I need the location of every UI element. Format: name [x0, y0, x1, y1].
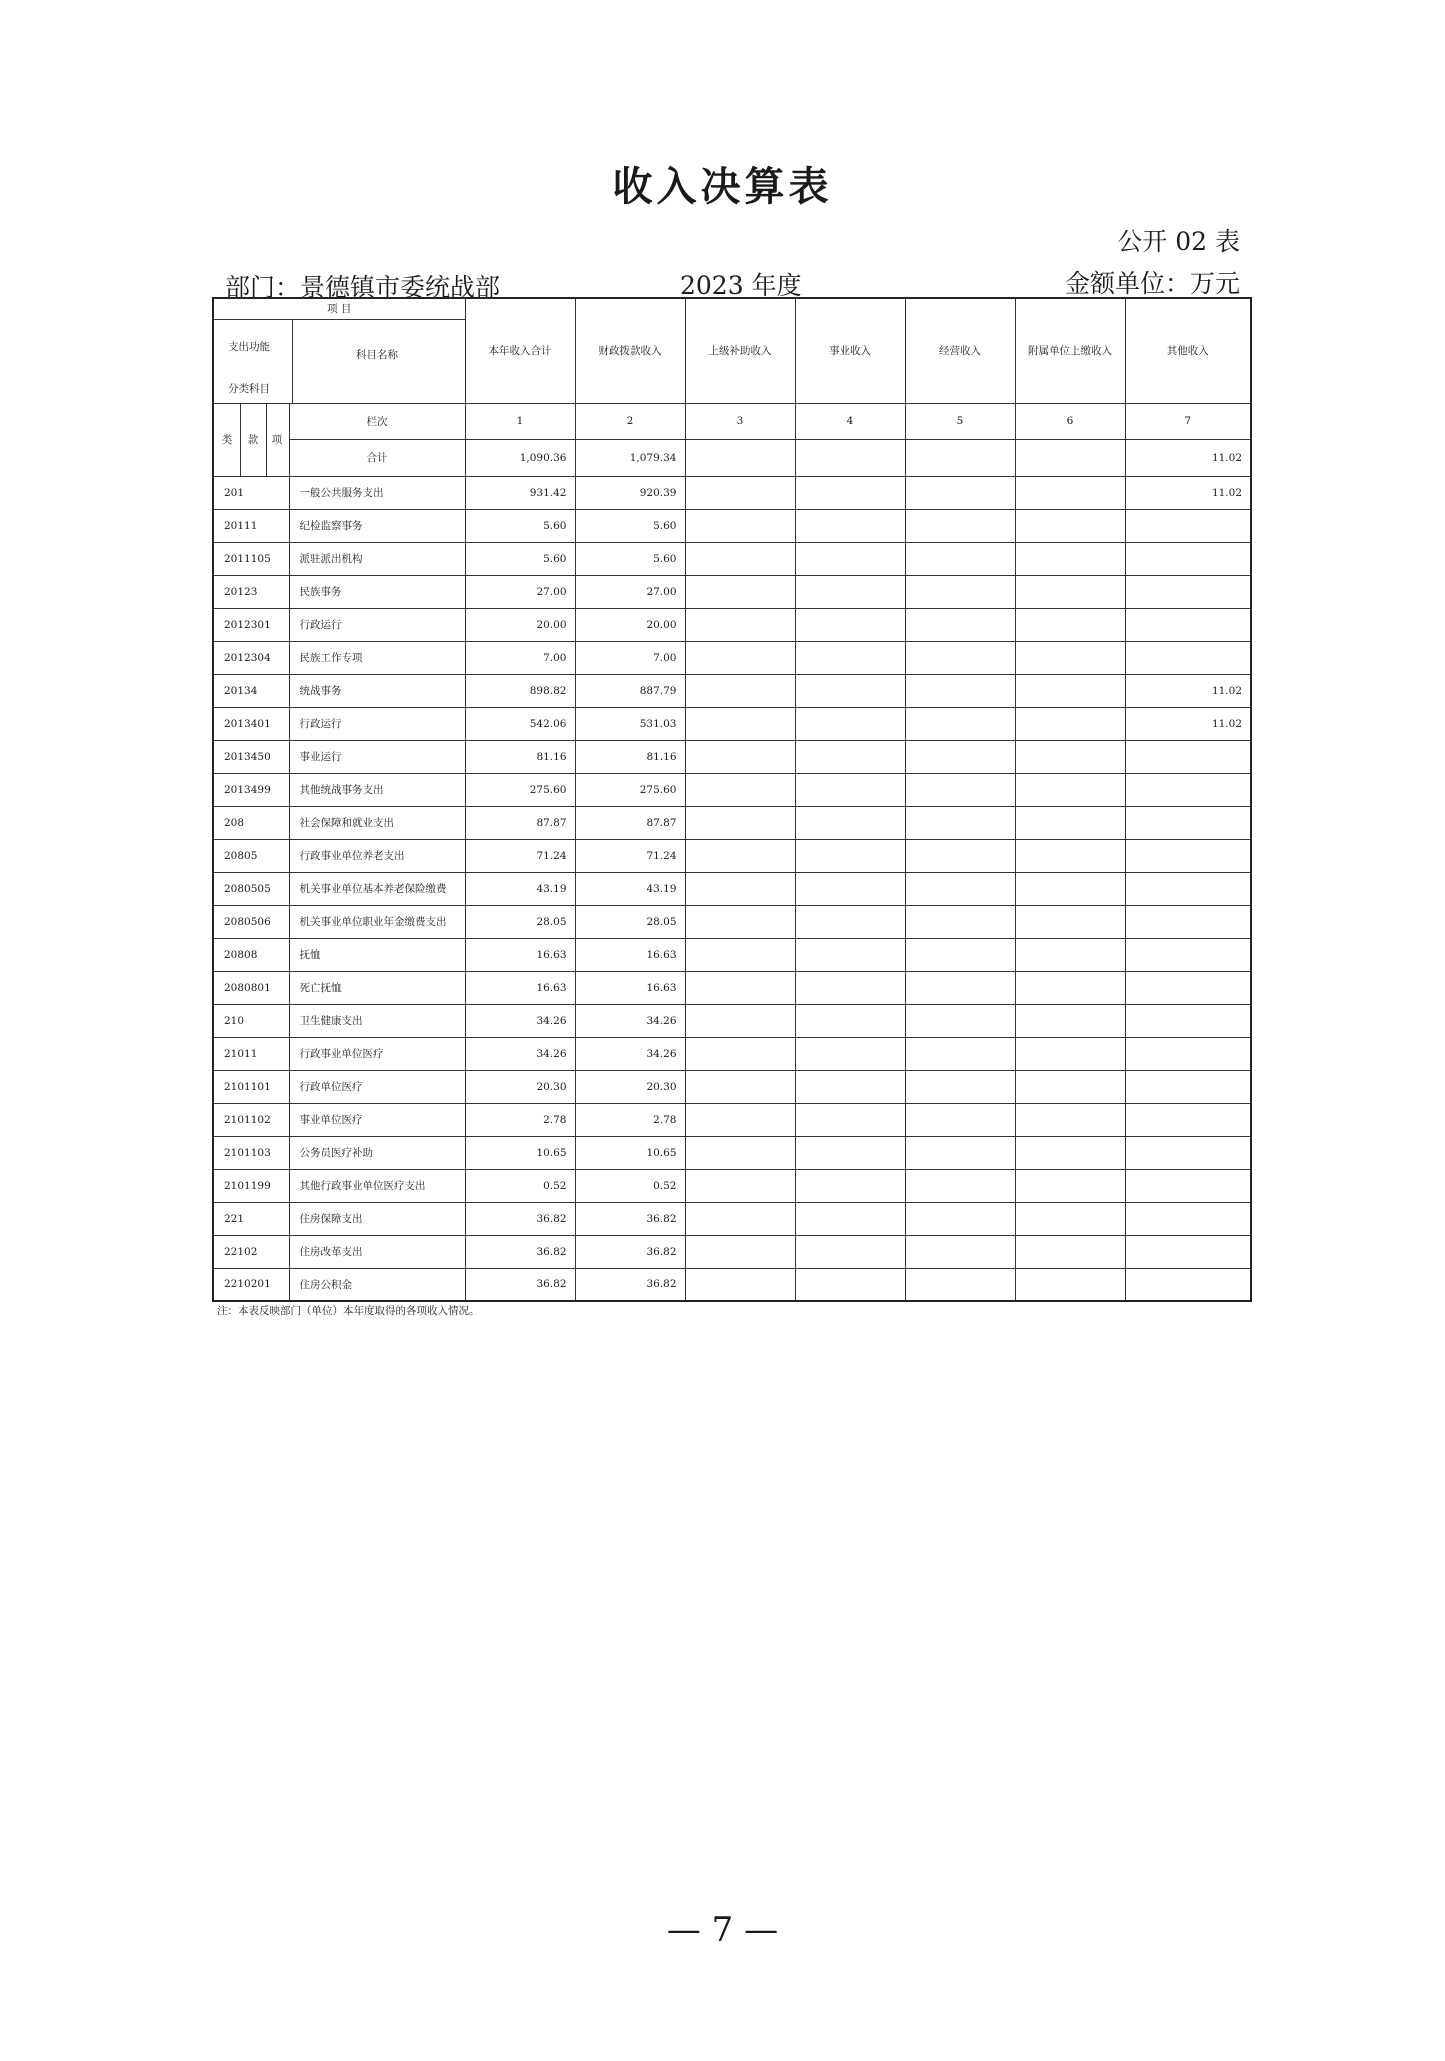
row-operating-income [905, 971, 1015, 1004]
row-business-income [795, 1235, 905, 1268]
row-operating-income [905, 1070, 1015, 1103]
row-fiscal-income: 0.52 [575, 1169, 685, 1202]
row-affiliated-income [1015, 1004, 1125, 1037]
row-code: 2101102 [213, 1103, 289, 1136]
table-row [213, 1169, 1251, 1202]
row-other-income [1125, 1037, 1251, 1070]
row-superior-subsidy [685, 839, 795, 872]
row-fiscal-income: 2.78 [575, 1103, 685, 1136]
row-code: 22102 [213, 1235, 289, 1268]
row-subject-name: 统战事务 [289, 674, 465, 707]
row-subject-name: 其他行政事业单位医疗支出 [289, 1169, 465, 1202]
row-subject-name: 卫生健康支出 [289, 1004, 465, 1037]
unit-label: 金额单位：万元 [1064, 269, 1240, 298]
table-row [213, 608, 1251, 641]
row-code: 2101199 [213, 1169, 289, 1202]
row-operating-income [905, 1103, 1015, 1136]
row-total-income: 2.78 [465, 1103, 575, 1136]
row-superior-subsidy [685, 575, 795, 608]
row-operating-income [905, 938, 1015, 971]
row-operating-income [905, 872, 1015, 905]
row-other-income [1125, 1235, 1251, 1268]
row-affiliated-income [1015, 806, 1125, 839]
row-subject-name: 一般公共服务支出 [289, 476, 465, 509]
row-affiliated-income [1015, 542, 1125, 575]
row-superior-subsidy [685, 971, 795, 1004]
row-business-income [795, 641, 905, 674]
row-superior-subsidy [685, 641, 795, 674]
total-label: 合计 [289, 439, 465, 476]
row-fiscal-income: 43.19 [575, 872, 685, 905]
col-number-5: 5 [905, 403, 1015, 439]
row-total-income: 34.26 [465, 1037, 575, 1070]
row-business-income [795, 773, 905, 806]
row-superior-subsidy [685, 1169, 795, 1202]
year-label: 2023 年度 [680, 271, 802, 300]
row-business-income [795, 1103, 905, 1136]
row-other-income [1125, 971, 1251, 1004]
row-superior-subsidy [685, 542, 795, 575]
table-row [213, 1037, 1251, 1070]
func-class-header: 支出功能 [228, 341, 270, 353]
row-code: 210 [213, 1004, 289, 1037]
row-fiscal-income: 16.63 [575, 938, 685, 971]
row-subject-name: 纪检监察事务 [289, 509, 465, 542]
row-superior-subsidy [685, 476, 795, 509]
row-code: 2101103 [213, 1136, 289, 1169]
row-fiscal-income: 920.39 [575, 476, 685, 509]
total-c7: 11.02 [1125, 439, 1251, 476]
row-code: 20134 [213, 674, 289, 707]
row-subject-name: 机关事业单位基本养老保险缴费 [289, 872, 465, 905]
row-affiliated-income [1015, 1037, 1125, 1070]
row-superior-subsidy [685, 1235, 795, 1268]
row-other-income [1125, 1202, 1251, 1235]
row-code: 20123 [213, 575, 289, 608]
row-other-income [1125, 542, 1251, 575]
row-fiscal-income: 36.82 [575, 1268, 685, 1301]
row-business-income [795, 905, 905, 938]
table-row [213, 740, 1251, 773]
row-affiliated-income [1015, 971, 1125, 1004]
kuan-label: 款 [247, 434, 259, 446]
row-business-income [795, 1070, 905, 1103]
row-business-income [795, 509, 905, 542]
row-affiliated-income [1015, 1103, 1125, 1136]
row-code: 2011105 [213, 542, 289, 575]
row-operating-income [905, 476, 1015, 509]
row-operating-income [905, 1037, 1015, 1070]
row-total-income: 10.65 [465, 1136, 575, 1169]
row-total-income: 27.00 [465, 575, 575, 608]
row-superior-subsidy [685, 1037, 795, 1070]
lei-label: 类 [221, 434, 233, 446]
row-other-income [1125, 872, 1251, 905]
row-total-income: 81.16 [465, 740, 575, 773]
table-row [213, 971, 1251, 1004]
row-superior-subsidy [685, 1136, 795, 1169]
row-superior-subsidy [685, 707, 795, 740]
row-subject-name: 行政事业单位养老支出 [289, 839, 465, 872]
row-affiliated-income [1015, 641, 1125, 674]
row-other-income [1125, 773, 1251, 806]
row-total-income: 34.26 [465, 1004, 575, 1037]
department-label: 部门：景德镇市委统战部 [225, 273, 501, 302]
row-subject-name: 事业运行 [289, 740, 465, 773]
table-row [213, 476, 1251, 509]
table-row [213, 773, 1251, 806]
row-affiliated-income [1015, 575, 1125, 608]
total-c1: 1,090.36 [465, 439, 575, 476]
row-business-income [795, 575, 905, 608]
col-header-1: 本年收入合计 [465, 298, 575, 403]
col-header-3: 上级补助收入 [685, 298, 795, 403]
row-fiscal-income: 10.65 [575, 1136, 685, 1169]
table-row [213, 707, 1251, 740]
row-affiliated-income [1015, 1169, 1125, 1202]
row-code: 21011 [213, 1037, 289, 1070]
row-other-income: 11.02 [1125, 476, 1251, 509]
row-total-income: 71.24 [465, 839, 575, 872]
row-fiscal-income: 34.26 [575, 1004, 685, 1037]
row-subject-name: 公务员医疗补助 [289, 1136, 465, 1169]
col-number-2: 2 [575, 403, 685, 439]
row-fiscal-income: 81.16 [575, 740, 685, 773]
row-total-income: 87.87 [465, 806, 575, 839]
row-total-income: 5.60 [465, 542, 575, 575]
page-title: 收入决算表 [612, 164, 833, 210]
row-affiliated-income [1015, 509, 1125, 542]
total-c3 [685, 439, 795, 476]
col-number-4: 4 [795, 403, 905, 439]
row-code: 2012301 [213, 608, 289, 641]
row-total-income: 36.82 [465, 1235, 575, 1268]
row-other-income [1125, 905, 1251, 938]
lei-kuan-xiang-header [213, 403, 289, 476]
row-operating-income [905, 1202, 1015, 1235]
row-affiliated-income [1015, 839, 1125, 872]
row-operating-income [905, 707, 1015, 740]
row-subject-name: 行政运行 [289, 608, 465, 641]
row-fiscal-income: 87.87 [575, 806, 685, 839]
row-superior-subsidy [685, 872, 795, 905]
row-affiliated-income [1015, 1268, 1125, 1301]
table-row [213, 905, 1251, 938]
subject-name-header: 科目名称 [356, 349, 398, 361]
row-fiscal-income: 20.30 [575, 1070, 685, 1103]
row-subject-name: 住房改革支出 [289, 1235, 465, 1268]
row-total-income: 275.60 [465, 773, 575, 806]
row-other-income [1125, 806, 1251, 839]
header-row [213, 298, 1251, 403]
col-header-5: 经营收入 [905, 298, 1015, 403]
row-other-income [1125, 1268, 1251, 1301]
row-total-income: 36.82 [465, 1202, 575, 1235]
row-fiscal-income: 275.60 [575, 773, 685, 806]
row-other-income [1125, 641, 1251, 674]
row-other-income [1125, 575, 1251, 608]
table-row [213, 1235, 1251, 1268]
row-business-income [795, 476, 905, 509]
table-row [213, 674, 1251, 707]
row-code: 2013450 [213, 740, 289, 773]
row-operating-income [905, 1136, 1015, 1169]
row-total-income: 7.00 [465, 641, 575, 674]
row-business-income [795, 839, 905, 872]
row-code: 20805 [213, 839, 289, 872]
row-code: 2210201 [213, 1268, 289, 1301]
row-business-income [795, 1268, 905, 1301]
row-total-income: 20.30 [465, 1070, 575, 1103]
row-affiliated-income [1015, 872, 1125, 905]
page-number: — 7 — [666, 1910, 779, 1950]
row-fiscal-income: 20.00 [575, 608, 685, 641]
row-other-income [1125, 740, 1251, 773]
row-affiliated-income [1015, 1235, 1125, 1268]
row-total-income: 0.52 [465, 1169, 575, 1202]
row-fiscal-income: 71.24 [575, 839, 685, 872]
row-code: 2080801 [213, 971, 289, 1004]
row-operating-income [905, 740, 1015, 773]
row-affiliated-income [1015, 938, 1125, 971]
row-affiliated-income [1015, 1136, 1125, 1169]
row-subject-name: 事业单位医疗 [289, 1103, 465, 1136]
row-total-income: 5.60 [465, 509, 575, 542]
row-fiscal-income: 36.82 [575, 1202, 685, 1235]
row-operating-income [905, 575, 1015, 608]
row-superior-subsidy [685, 773, 795, 806]
row-operating-income [905, 773, 1015, 806]
row-operating-income [905, 542, 1015, 575]
row-subject-name: 死亡抚恤 [289, 971, 465, 1004]
row-business-income [795, 740, 905, 773]
table-row [213, 1202, 1251, 1235]
row-operating-income [905, 1169, 1015, 1202]
row-business-income [795, 1202, 905, 1235]
table-row [213, 806, 1251, 839]
row-affiliated-income [1015, 608, 1125, 641]
col-header-4: 事业收入 [795, 298, 905, 403]
row-other-income [1125, 1136, 1251, 1169]
row-superior-subsidy [685, 1070, 795, 1103]
project-header: 项 目 [327, 303, 352, 315]
row-total-income: 16.63 [465, 938, 575, 971]
row-code: 20808 [213, 938, 289, 971]
row-fiscal-income: 28.05 [575, 905, 685, 938]
row-code: 2013401 [213, 707, 289, 740]
row-subject-name: 行政单位医疗 [289, 1070, 465, 1103]
row-other-income [1125, 608, 1251, 641]
table-row [213, 839, 1251, 872]
row-total-income: 43.19 [465, 872, 575, 905]
row-subject-name: 行政运行 [289, 707, 465, 740]
row-code: 2101101 [213, 1070, 289, 1103]
row-subject-name: 行政事业单位医疗 [289, 1037, 465, 1070]
row-business-income [795, 542, 905, 575]
row-operating-income [905, 905, 1015, 938]
col-header-6: 附属单位上缴收入 [1015, 298, 1125, 403]
row-subject-name: 派驻派出机构 [289, 542, 465, 575]
row-subject-name: 社会保障和就业支出 [289, 806, 465, 839]
col-header-2: 财政拨款收入 [575, 298, 685, 403]
row-superior-subsidy [685, 740, 795, 773]
row-code: 2080505 [213, 872, 289, 905]
col-number-row [213, 403, 1251, 439]
row-business-income [795, 1004, 905, 1037]
row-superior-subsidy [685, 674, 795, 707]
row-subject-name: 民族事务 [289, 575, 465, 608]
row-fiscal-income: 34.26 [575, 1037, 685, 1070]
row-business-income [795, 1037, 905, 1070]
row-superior-subsidy [685, 806, 795, 839]
row-business-income [795, 1136, 905, 1169]
row-subject-name: 民族工作专项 [289, 641, 465, 674]
row-affiliated-income [1015, 773, 1125, 806]
row-superior-subsidy [685, 1004, 795, 1037]
row-fiscal-income: 887.79 [575, 674, 685, 707]
row-total-income: 16.63 [465, 971, 575, 1004]
meta-row [222, 264, 1240, 302]
row-affiliated-income [1015, 740, 1125, 773]
row-fiscal-income: 5.60 [575, 542, 685, 575]
row-subject-name: 住房保障支出 [289, 1202, 465, 1235]
row-fiscal-income: 16.63 [575, 971, 685, 1004]
row-subject-name: 住房公积金 [289, 1268, 465, 1301]
row-other-income: 11.02 [1125, 707, 1251, 740]
row-code: 201 [213, 476, 289, 509]
table-row [213, 1268, 1251, 1301]
row-affiliated-income [1015, 1070, 1125, 1103]
col-number-1: 1 [465, 403, 575, 439]
table-row [213, 938, 1251, 971]
col-header-7: 其他收入 [1125, 298, 1251, 403]
total-c6 [1015, 439, 1125, 476]
row-business-income [795, 1169, 905, 1202]
row-total-income: 28.05 [465, 905, 575, 938]
row-fiscal-income: 7.00 [575, 641, 685, 674]
row-operating-income [905, 1235, 1015, 1268]
table-row [213, 872, 1251, 905]
row-code: 208 [213, 806, 289, 839]
row-subject-name: 抚恤 [289, 938, 465, 971]
table-row [213, 641, 1251, 674]
row-fiscal-income: 27.00 [575, 575, 685, 608]
table-row [213, 1103, 1251, 1136]
row-total-income: 542.06 [465, 707, 575, 740]
xiang-label: 项 [271, 434, 283, 446]
row-other-income [1125, 1103, 1251, 1136]
row-affiliated-income [1015, 1202, 1125, 1235]
row-superior-subsidy [685, 1268, 795, 1301]
row-operating-income [905, 674, 1015, 707]
row-code: 20111 [213, 509, 289, 542]
row-affiliated-income [1015, 674, 1125, 707]
table-row [213, 1070, 1251, 1103]
row-total-income: 931.42 [465, 476, 575, 509]
table-row [213, 509, 1251, 542]
row-operating-income [905, 1268, 1015, 1301]
row-code: 2013499 [213, 773, 289, 806]
row-other-income: 11.02 [1125, 674, 1251, 707]
col-number-3: 3 [685, 403, 795, 439]
col-number-7: 7 [1125, 403, 1251, 439]
row-superior-subsidy [685, 608, 795, 641]
table-note: 注：本表反映部门（单位）本年度取得的各项收入情况。 [217, 1305, 480, 1317]
row-superior-subsidy [685, 1202, 795, 1235]
total-c5 [905, 439, 1015, 476]
table-row [213, 1136, 1251, 1169]
row-code: 221 [213, 1202, 289, 1235]
row-business-income [795, 674, 905, 707]
row-total-income: 20.00 [465, 608, 575, 641]
row-operating-income [905, 1004, 1015, 1037]
row-other-income [1125, 938, 1251, 971]
row-affiliated-income [1015, 707, 1125, 740]
row-operating-income [905, 641, 1015, 674]
total-c4 [795, 439, 905, 476]
row-business-income [795, 938, 905, 971]
col-label: 栏次 [289, 403, 465, 439]
row-affiliated-income [1015, 476, 1125, 509]
income-table [212, 297, 1252, 1302]
table-row [213, 1004, 1251, 1037]
table-row [213, 575, 1251, 608]
row-total-income: 36.82 [465, 1268, 575, 1301]
row-operating-income [905, 839, 1015, 872]
table-row [213, 542, 1251, 575]
row-operating-income [905, 608, 1015, 641]
row-business-income [795, 608, 905, 641]
row-fiscal-income: 36.82 [575, 1235, 685, 1268]
header-corner [213, 298, 465, 403]
func-class-header-2: 分类科目 [228, 383, 270, 395]
row-total-income: 898.82 [465, 674, 575, 707]
row-superior-subsidy [685, 1103, 795, 1136]
row-business-income [795, 971, 905, 1004]
row-code: 2012304 [213, 641, 289, 674]
total-c2: 1,079.34 [575, 439, 685, 476]
total-row [213, 439, 1251, 476]
col-number-6: 6 [1015, 403, 1125, 439]
row-subject-name: 机关事业单位职业年金缴费支出 [289, 905, 465, 938]
row-other-income [1125, 839, 1251, 872]
row-business-income [795, 707, 905, 740]
row-superior-subsidy [685, 509, 795, 542]
row-other-income [1125, 1169, 1251, 1202]
row-business-income [795, 872, 905, 905]
row-superior-subsidy [685, 938, 795, 971]
row-other-income [1125, 509, 1251, 542]
row-business-income [795, 806, 905, 839]
row-operating-income [905, 509, 1015, 542]
row-subject-name: 其他统战事务支出 [289, 773, 465, 806]
row-fiscal-income: 5.60 [575, 509, 685, 542]
row-code: 2080506 [213, 905, 289, 938]
row-affiliated-income [1015, 905, 1125, 938]
row-superior-subsidy [685, 905, 795, 938]
row-other-income [1125, 1070, 1251, 1103]
row-other-income [1125, 1004, 1251, 1037]
row-fiscal-income: 531.03 [575, 707, 685, 740]
form-number: 公开 02 表 [1117, 227, 1240, 256]
row-operating-income [905, 806, 1015, 839]
